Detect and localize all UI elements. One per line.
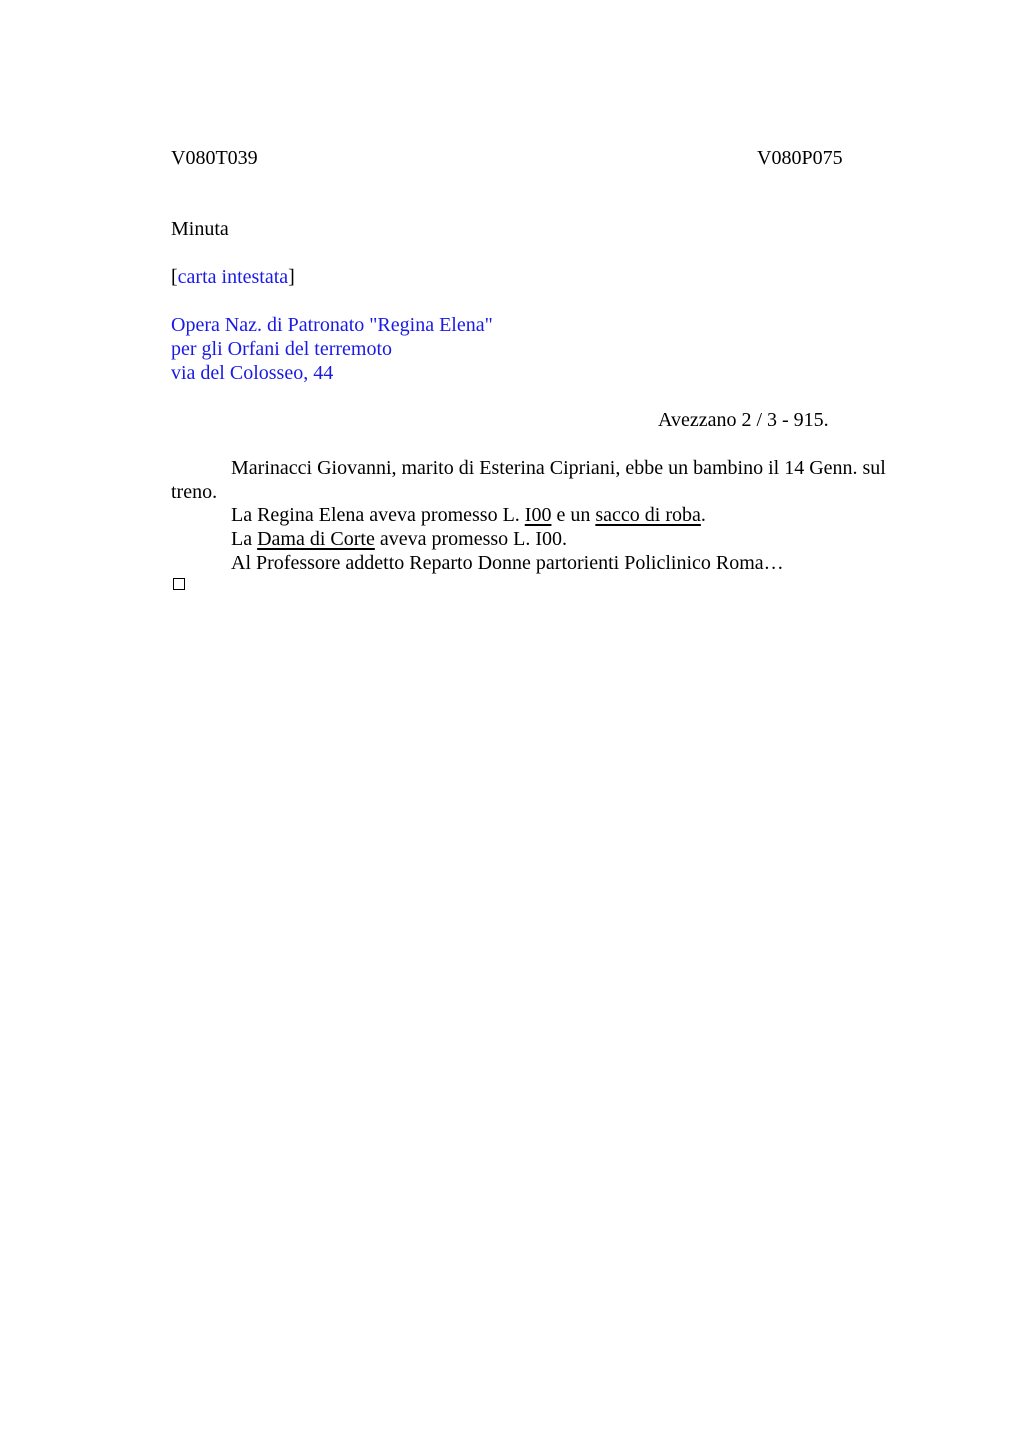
underlined-amount: I00 bbox=[524, 504, 552, 526]
body-paragraph-3 bbox=[231, 527, 567, 551]
text-run: e un bbox=[551, 504, 596, 526]
letterhead-line-1: Opera Naz. di Patronato "Regina Elena" bbox=[171, 314, 493, 336]
text-run: La Regina Elena aveva promesso L. bbox=[231, 504, 525, 526]
text-run: aveva promesso L. I00. bbox=[374, 528, 568, 550]
underlined-person: Dama di Corte bbox=[257, 528, 375, 550]
text-run: . bbox=[700, 504, 706, 526]
body-paragraph-4: Al Professore addetto Reparto Donne partorienti Policlinico Roma… bbox=[231, 552, 784, 574]
letterhead-note bbox=[171, 265, 295, 289]
bracket-close: ] bbox=[288, 266, 295, 288]
body-paragraph-1-line-2: treno. bbox=[171, 481, 218, 503]
archive-code-left: V080T039 bbox=[171, 147, 258, 169]
body-paragraph-1-line-1: Marinacci Giovanni, marito di Esterina Cipriani, ebbe un bambino il 14 Genn. sul bbox=[231, 457, 886, 479]
empty-box-icon bbox=[173, 578, 185, 590]
letterhead-note-label: carta intestata bbox=[177, 266, 289, 288]
body-paragraph-2 bbox=[231, 503, 706, 527]
bracket-open: [ bbox=[171, 266, 178, 288]
document-type: Minuta bbox=[171, 218, 229, 240]
underlined-item: sacco di roba bbox=[595, 504, 701, 526]
letterhead-line-2: per gli Orfani del terremoto bbox=[171, 338, 393, 360]
archive-code-right: V080P075 bbox=[757, 147, 843, 169]
place-date: Avezzano 2 / 3 - 915. bbox=[658, 409, 829, 431]
text-run: La bbox=[231, 528, 258, 550]
letterhead-line-3: via del Colosseo, 44 bbox=[171, 362, 334, 384]
